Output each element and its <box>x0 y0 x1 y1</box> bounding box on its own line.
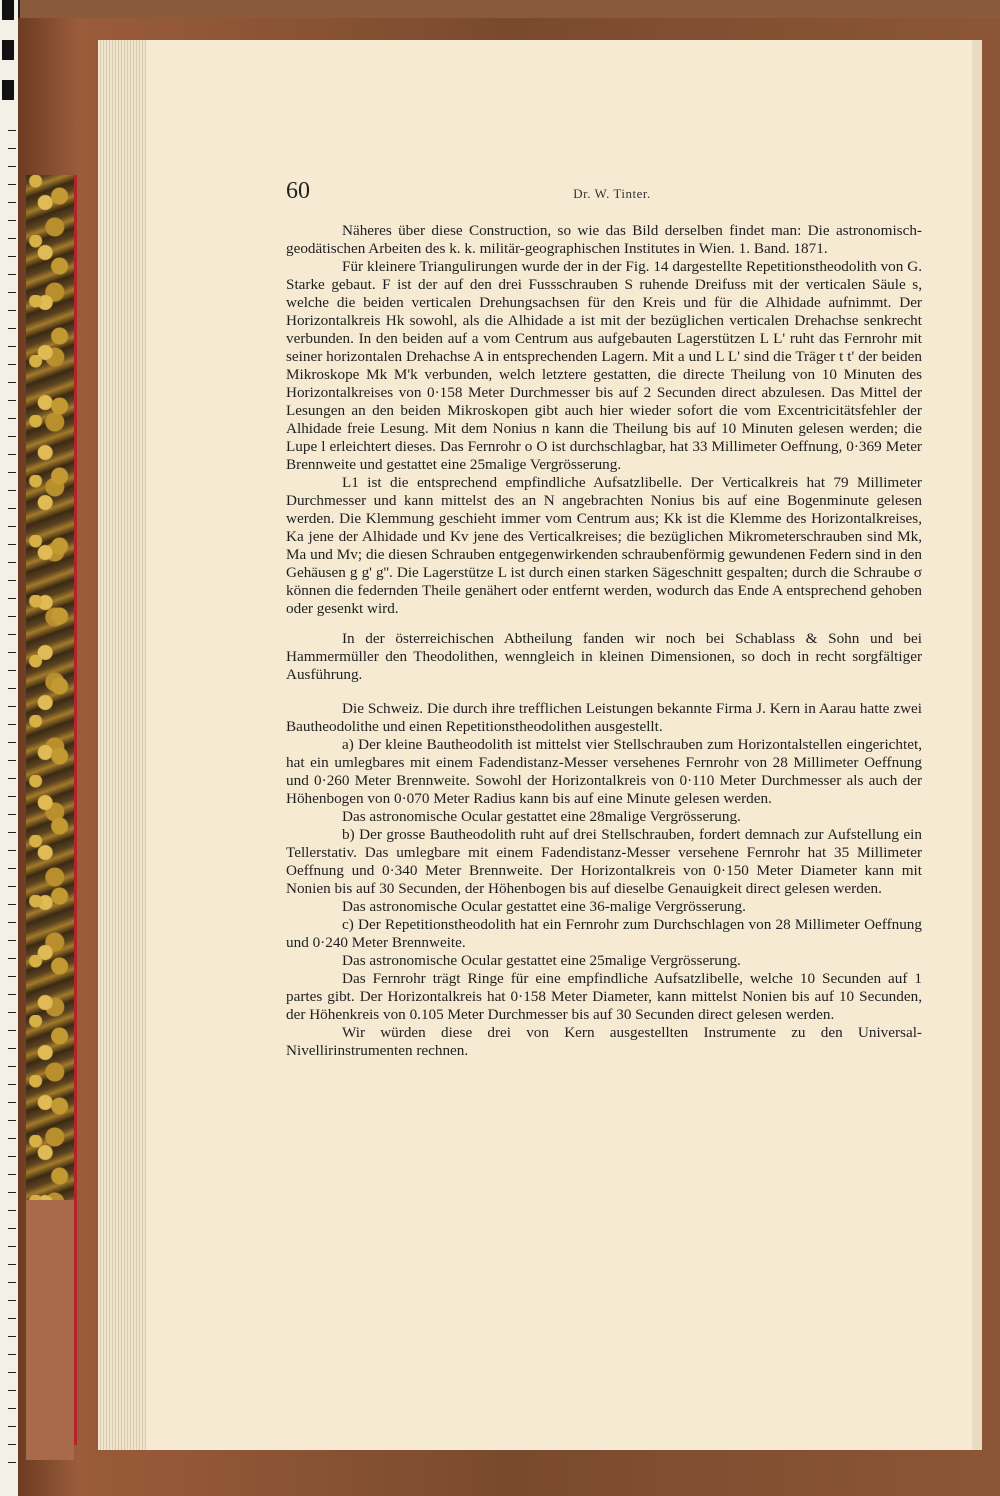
page-stack-edges <box>98 40 148 1450</box>
paragraph: c) Der Repetitionstheodolith hat ein Fernrohr zum Durchschlagen von 28 Millimeter Oeffnung und 0·240 Meter Brennweite. <box>286 916 922 951</box>
paragraph: b) Der grosse Bautheodolith ruht auf drei Stellschrauben, fordert demnach zur Aufstellung ein Tellerstativ. Das umlegbare mit einem Fadendistanz-Messer versehene Fernrohr hat 35 Millimeter Oeffnung und 0·340 Meter Brennweite. Der Horizontalkreis von 0·150 Meter Diameter kann mit Nonien bis auf 30 Secunden, der Höhenbogen bis auf dieselbe Genauigkeit direct gelesen werden. <box>286 826 922 897</box>
paragraph: Das Fernrohr trägt Ringe für eine empfindliche Aufsatzlibelle, welche 10 Secunden auf 1 partes gibt. Der Horizontalkreis hat 0·158 Meter Diameter, kann mittelst Nonien bis auf 10 Secunden, der Höhenkreis von 0.105 Meter Durchmesser bis auf 30 Secunden direct gelesen werden. <box>286 970 922 1023</box>
page-number: 60 <box>286 178 310 204</box>
paragraph: Für kleinere Triangulirungen wurde der in der Fig. 14 dargestellte Repetitionstheodolith von G. Starke gebaut. F ist der auf den drei Fussschrauben S ruhende Dreifuss mit der verticalen Säule s, welche die beiden verticalen Drehungsachsen für den Kreis und für die Alhidade aufnimmt. Der Horizontalkreis Hk sowohl, als die Alhidade a ist mit der bezüglichen verticalen Drehachse senkrecht verbunden. In den beiden auf a vom Centrum aus aufgebauten Lagerstützen L L' ruht das Fernrohr mit seiner horizontalen Drehachse A in entsprechenden Lagern. Mit a und L L' sind die Träger t t' der beiden Mikroskope Mk M'k verbunden, welch letztere gestatten, die directe Theilung von 10 Minuten des Horizontalkreises von 0·158 Meter Durchmesser bis auf 2 Secunden direct abzulesen. Das Mittel der Lesungen an den beiden Mikroskopen gibt auch hier wieder sofort die vom Excentricitätsfehler der Alhidade freie Lesung. Mit dem Nonius n kann die Theilung bis auf 10 Minuten gelesen werden; die Lupe l erleichtert dieses. Das Fernrohr o O ist durchschlagbar, hat 33 Millimeter Oeffnung, 0·369 Meter Brennweite und gestattet eine 25malige Vergrösserung. <box>286 258 922 473</box>
page-header <box>286 178 938 212</box>
running-head: Dr. W. Tinter. <box>573 186 651 201</box>
paragraph: Das astronomische Ocular gestattet eine 36-malige Vergrösserung. <box>342 898 746 915</box>
paragraph: Das astronomische Ocular gestattet eine 25malige Vergrösserung. <box>342 952 741 969</box>
paragraph: Wir würden diese drei von Kern ausgestellten Instrumente zu den Universal-Nivellirinstrumenten rechnen. <box>286 1024 922 1059</box>
paragraph: L1 ist die entsprechend empfindliche Aufsatzlibelle. Der Verticalkreis hat 79 Millimeter Durchmesser und kann mittelst des an N angebrachten Nonius bis auf eine Bogenminute gelesen werden. Die Klemmung geschieht immer vom Centrum aus; Kk ist die Klemme des Horizontalkreises, Ka jene der Alhidade und Kv jene des Verticalkreises; die bezüglichen Mikrometerschrauben sind Mk, Ma und Mv; die diesen Schrauben entgegenwirkenden schraubenförmig gewundenen Federn sind in den Gehäusen g g' g''. Die Lagerstütze L ist durch einen starken Sägeschnitt gespalten; durch die Schraube σ können die federnden Theile genähert oder entfernt werden, wodurch das Ende A entsprechend gehoben oder gesenkt wird. <box>286 474 922 617</box>
leather-corner <box>26 1200 74 1460</box>
scale-ruler <box>0 0 20 1496</box>
body-text <box>286 222 922 1060</box>
paragraph: In der österreichischen Abtheilung fanden wir noch bei Schablass & Sohn und bei Hammermüller den Theodolithen, wenngleich in kleinen Dimensionen, so doch in recht sorgfältiger Ausführung. <box>286 630 922 683</box>
paragraph: Näheres über diese Construction, so wie das Bild derselben findet man: Die astronomisch-geodätischen Arbeiten des k. k. militär-geographischen Institutes in Wien. 1. Band. 1871. <box>286 222 922 257</box>
ruler-ticks <box>8 130 16 1480</box>
calibration-bar <box>2 0 14 120</box>
page-edge <box>972 40 982 1450</box>
paragraph: a) Der kleine Bautheodolith ist mittelst vier Stellschrauben zum Horizontalstellen eingerichtet, hat ein umlegbares mit einem Fadendistanz-Messer versehenes Fernrohr von 28 Millimeter Oeffnung und 0·260 Meter Brennweite. Sowohl der Horizontalkreis von 0·110 Meter Durchmesser als auch der Höhenbogen von 0·070 Meter Radius kann bis auf eine Minute gelesen werden. <box>286 736 922 807</box>
paragraph: Die Schweiz. Die durch ihre trefflichen Leistungen bekannte Firma J. Kern in Aarau hatte zwei Bautheodolithe und einen Repetitionstheodolithen ausgestellt. <box>286 700 922 735</box>
paragraph: Das astronomische Ocular gestattet eine 28malige Vergrösserung. <box>342 808 741 825</box>
